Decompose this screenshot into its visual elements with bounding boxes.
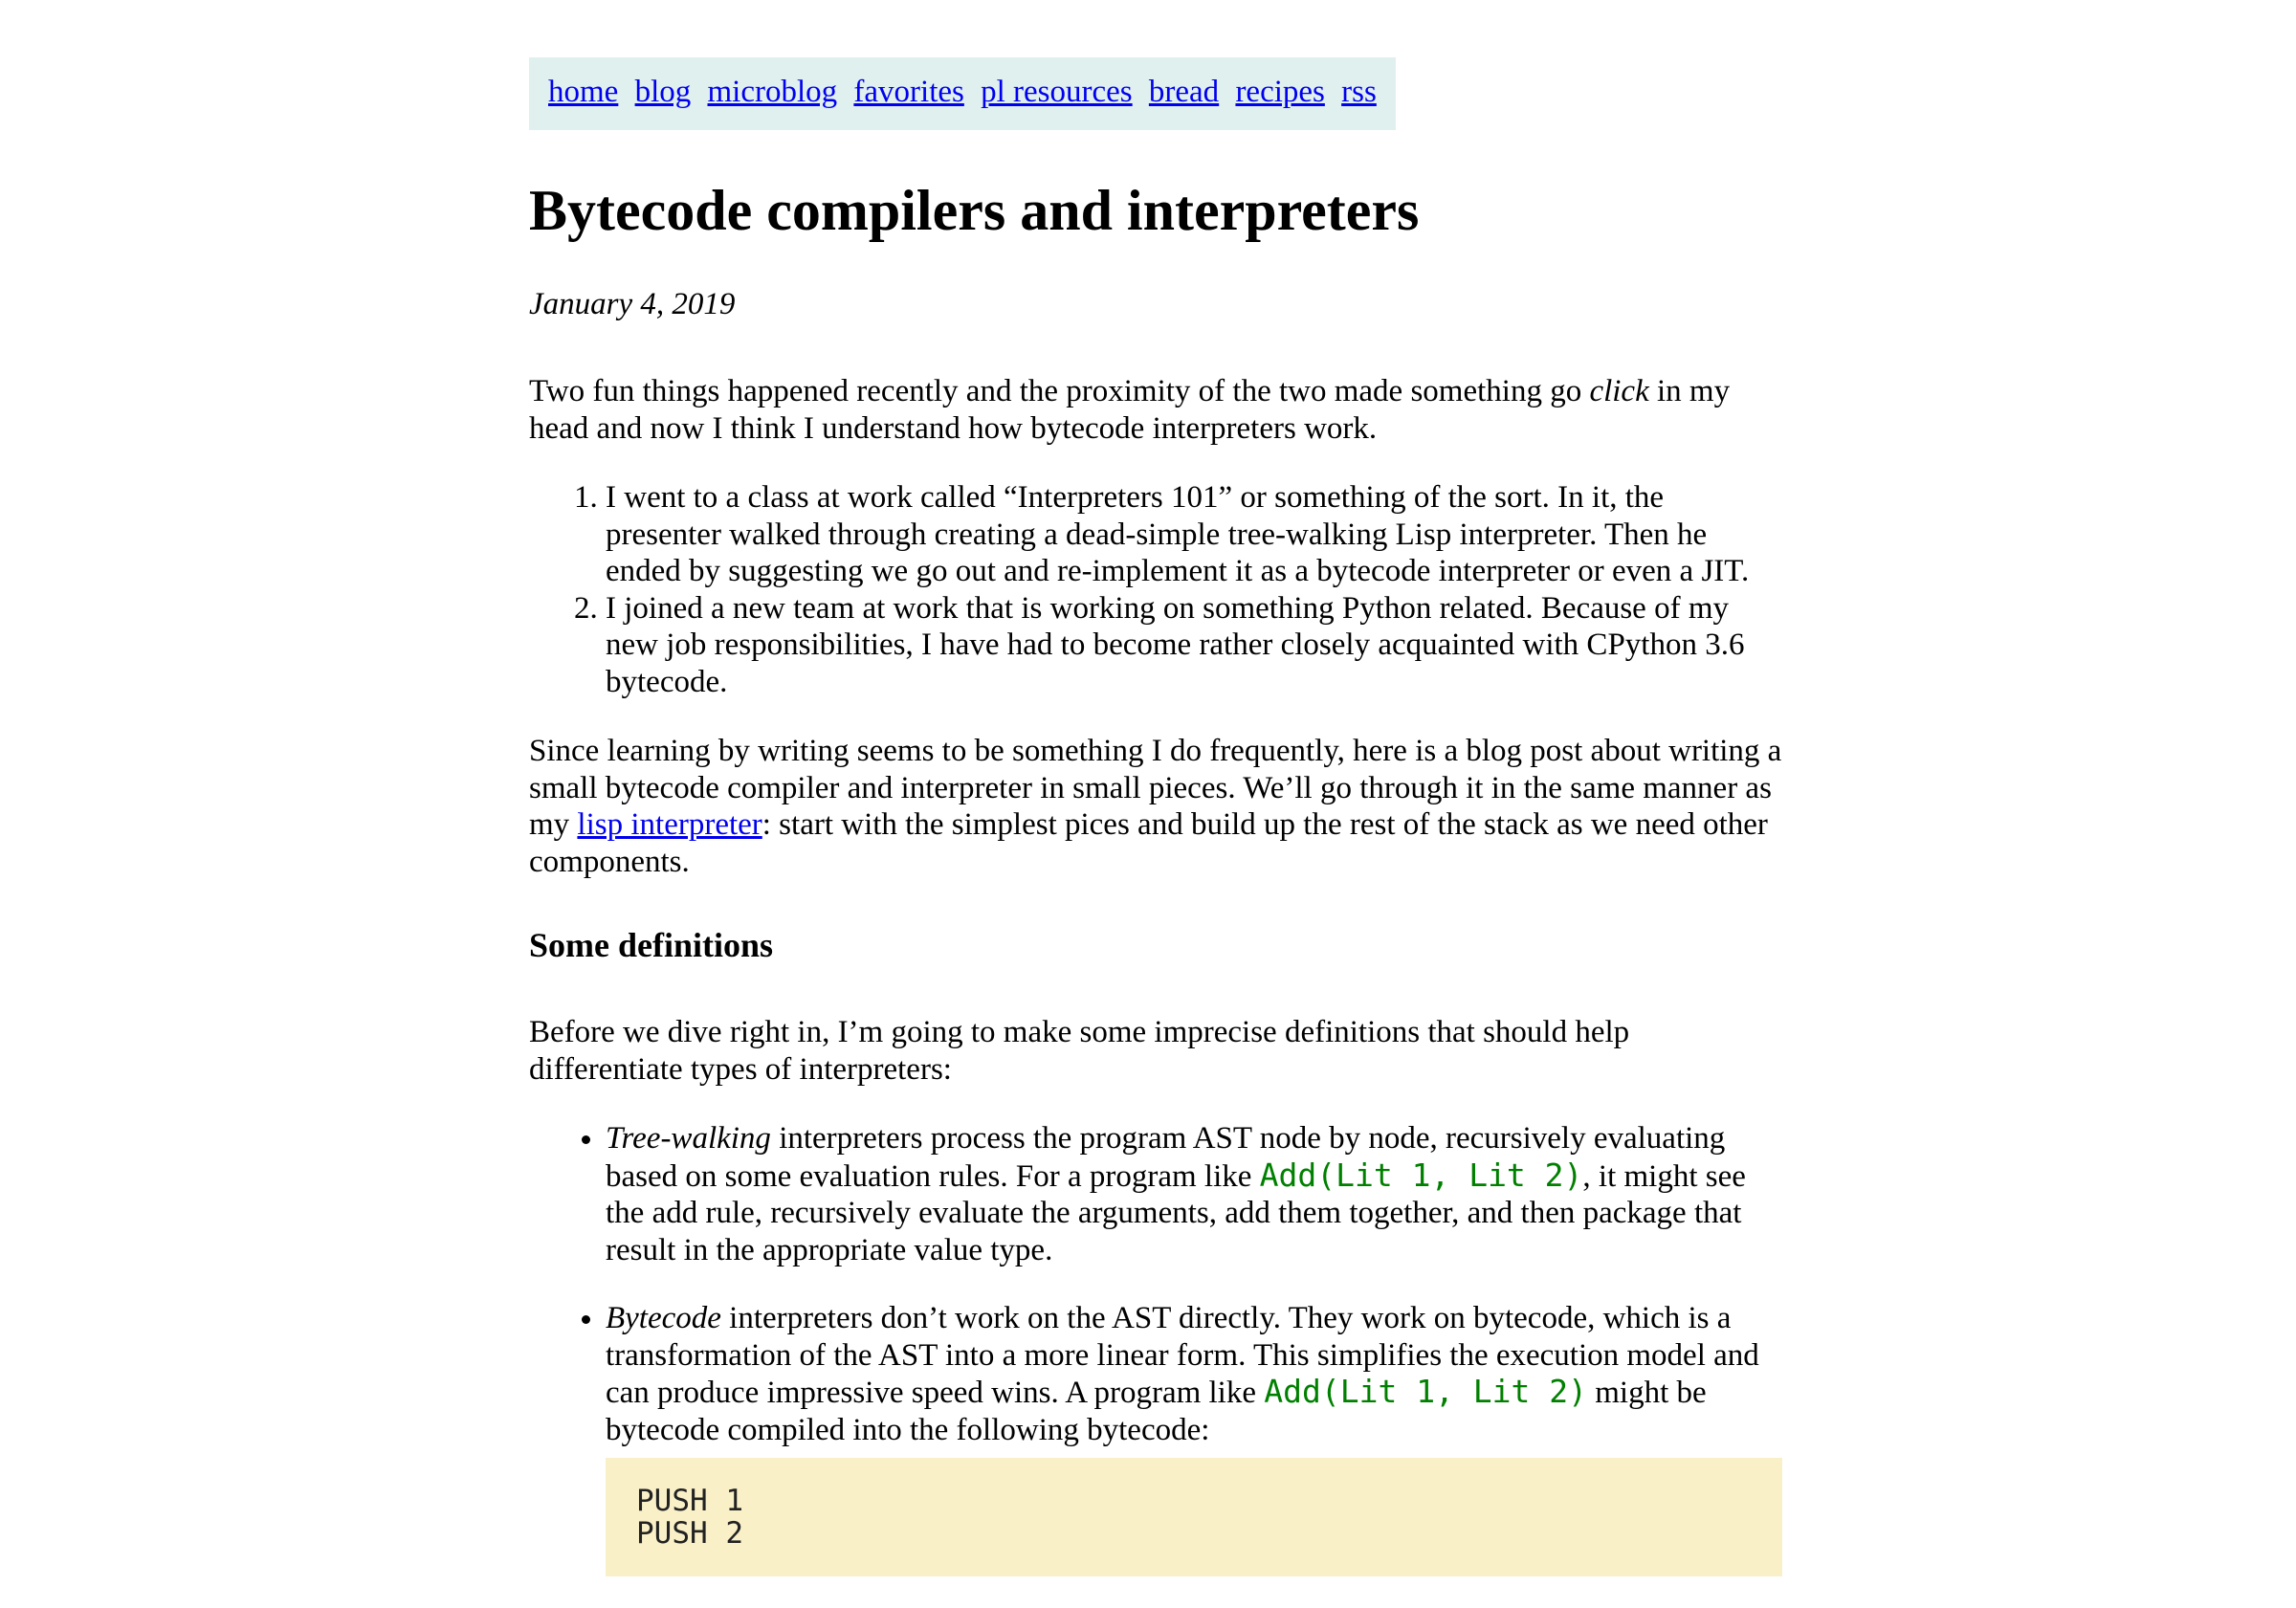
article-title: Bytecode compilers and interpreters bbox=[529, 179, 1420, 242]
definition-term: Bytecode bbox=[606, 1301, 721, 1335]
definition-text: might be bytecode compiled into the following bytecode: bbox=[606, 1376, 1707, 1447]
nav-link-favorites[interactable]: favorites bbox=[853, 75, 964, 109]
top-nav bbox=[529, 57, 1396, 130]
list-item bbox=[606, 1300, 1782, 1576]
code-block bbox=[606, 1458, 1782, 1576]
article-date: January 4, 2019 bbox=[529, 287, 736, 321]
definition-term: Tree-walking bbox=[606, 1121, 771, 1156]
inline-code: Add(Lit 1, Lit 2) bbox=[1259, 1156, 1583, 1194]
nav-link-blog[interactable]: blog bbox=[634, 75, 692, 109]
nav-link-recipes[interactable]: recipes bbox=[1235, 75, 1325, 109]
nav-link-home[interactable]: home bbox=[548, 75, 619, 109]
definition-text: interpreters process the program AST node by node, recursively evaluating based on some evaluation rules. For a program like bbox=[606, 1121, 1726, 1194]
nav-link-pl-resources[interactable]: pl resources bbox=[981, 75, 1133, 109]
nav-link-bread[interactable]: bread bbox=[1148, 75, 1220, 109]
section-heading: Some definitions bbox=[529, 926, 774, 964]
inline-code: Add(Lit 1, Lit 2) bbox=[1264, 1373, 1588, 1410]
intro-paragraph bbox=[529, 373, 1782, 447]
nav-link-rss[interactable]: rss bbox=[1341, 75, 1377, 109]
list-item: 1. I went to a class at work called “Interpreters 101” or something of the sort. In it, the presenter walked through creating a dead-simple tree-walking Lisp interpreter. Then he ended by suggesting we go out and re-implement it as a bytecode interpreter or even a JIT. bbox=[606, 479, 1782, 590]
list-item bbox=[606, 1120, 1782, 1268]
definition-text: , it might see the add rule, recursively evaluate the arguments, add them together, and then package that result in the appropriate value type. bbox=[606, 1158, 1746, 1267]
intro-emphasis: click bbox=[1589, 374, 1649, 408]
definition-text: interpreters don’t work on the AST directly. They work on bytecode, which is a transformation of the AST into a more linear form. This simplifies the execution model and can produce impressive speed wins. A program like bbox=[606, 1301, 1759, 1410]
definitions-list bbox=[529, 1120, 1782, 1576]
code-line: PUSH 2 bbox=[636, 1516, 743, 1551]
list-item: 2. I joined a new team at work that is working on something Python related. Because of my new job responsibilities, I have had to become rather closely acquainted with CPython 3.6 bytecode. bbox=[606, 590, 1782, 701]
definitions-intro: Before we dive right in, I’m going to make some imprecise definitions that should help differentiate types of interpreters: bbox=[529, 1015, 1630, 1087]
intro-text-before: Two fun things happened recently and the proximity of the two made something go bbox=[529, 374, 1590, 408]
intro-text-after: in my head and now I think I understand how bytecode interpreters work. bbox=[529, 374, 1731, 446]
learning-paragraph bbox=[529, 733, 1782, 880]
code-line: PUSH 1 bbox=[636, 1484, 743, 1518]
nav-link-microblog[interactable]: microblog bbox=[707, 75, 838, 109]
events-list bbox=[529, 479, 1782, 700]
learning-text-after: : start with the simplest pices and build up the rest of the stack as we need other components. bbox=[529, 807, 1768, 879]
lisp-interpreter-link[interactable]: lisp interpreter bbox=[577, 807, 762, 842]
learning-text-before: Since learning by writing seems to be something I do frequently, here is a blog post about writing a small bytecode compiler and interpreter in small pieces. We’ll go through it in the same manner as my bbox=[529, 734, 1782, 842]
page bbox=[529, 57, 1782, 1608]
